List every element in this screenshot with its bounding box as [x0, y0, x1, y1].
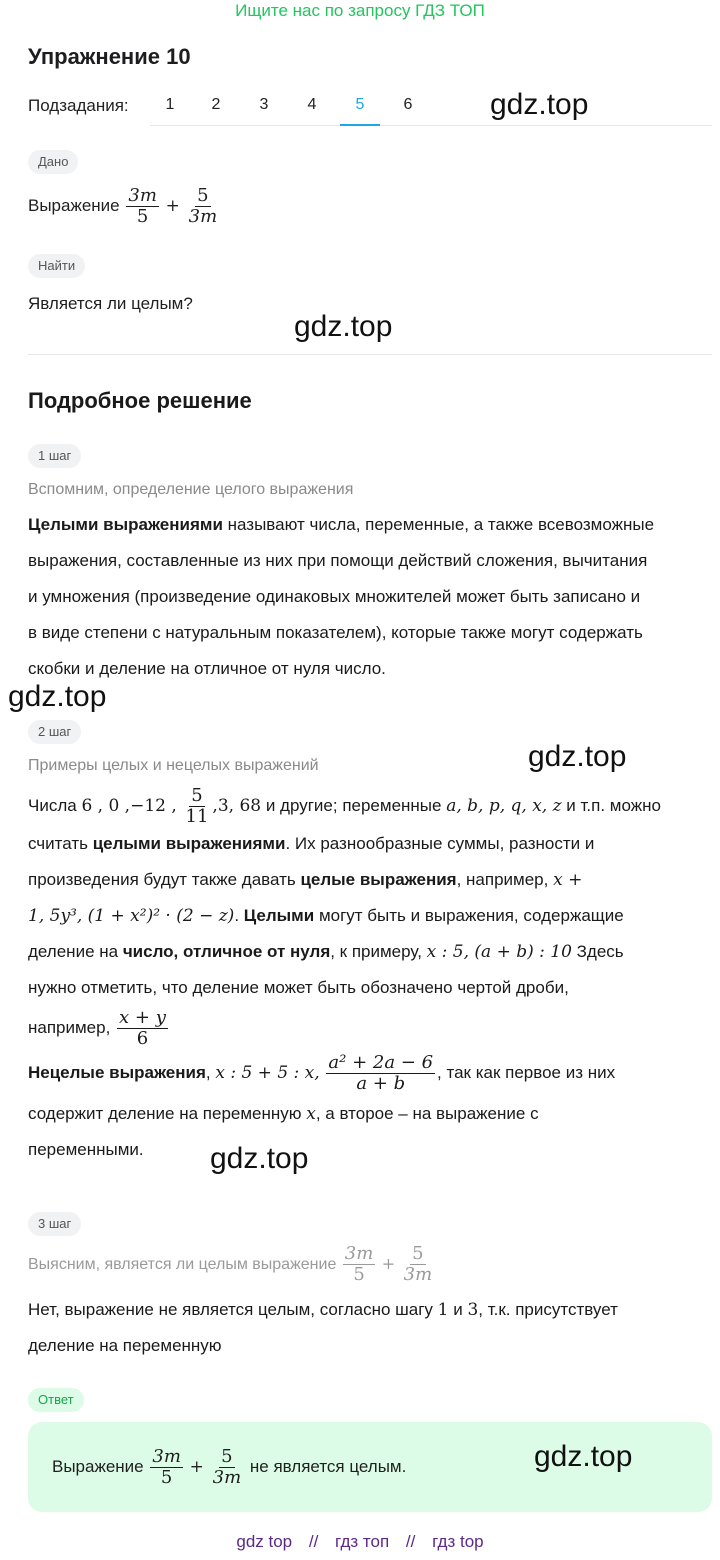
step2-caption: Примеры целых и нецелых выражений	[28, 757, 319, 774]
given-fraction-2: $\frac{5}{3m}$	[188, 185, 218, 228]
footer-links	[0, 1532, 720, 1552]
step3-body: Нет, выражение не является целым, согласно шагу 1 и 3, т.к. присутствует деление на переменную	[28, 1300, 618, 1355]
watermark: gdz.top	[8, 680, 107, 713]
footer-link-1[interactable]: gdz top	[236, 1532, 293, 1551]
step3-chip: 3 шаг	[28, 1212, 81, 1236]
subtask-tab-4[interactable]: 4	[307, 96, 317, 113]
step1-caption: Вспомним, определение целого выражения	[28, 481, 354, 498]
find-chip: Найти	[28, 254, 85, 278]
divider	[28, 354, 712, 355]
watermark: gdz.top	[210, 1142, 309, 1175]
footer-separator: //	[308, 1532, 319, 1551]
subtask-tab-3[interactable]: 3	[259, 96, 269, 113]
answer-chip: Ответ	[28, 1388, 84, 1412]
watermark: gdz.top	[294, 310, 393, 343]
given-fraction-1: $\frac{3m}{5}$	[128, 185, 157, 228]
watermark: gdz.top	[528, 740, 627, 773]
find-text: Является ли целым?	[28, 294, 193, 313]
subtasks-tabs	[150, 86, 712, 126]
footer-link-3[interactable]: гдз top	[432, 1532, 484, 1551]
given-chip: Дано	[28, 150, 78, 174]
given-expression	[28, 186, 221, 227]
given-plus: +	[165, 196, 180, 216]
exercise-card	[4, 24, 720, 1534]
subtask-tab-5[interactable]: 5	[340, 86, 380, 126]
subtask-tab-1[interactable]: 1	[165, 96, 175, 113]
watermark: gdz.top	[534, 1440, 633, 1473]
step2-chip: 2 шаг	[28, 720, 81, 744]
answer-text: Выражение $\frac{3m}{5}$ + $\frac{5}{3m}$ не является целым.	[52, 1446, 407, 1489]
page-title: Упражнение 10	[28, 44, 191, 69]
footer-link-2[interactable]: гдз топ	[335, 1532, 390, 1551]
top-banner: Ищите нас по запросу ГДЗ ТОП	[235, 1, 485, 20]
watermark: gdz.top	[490, 88, 589, 121]
answer-box	[28, 1422, 712, 1512]
step3-caption: Выясним, является ли целым выражение $\frac{3m}{5}$ + $\frac{5}{3m}$	[28, 1243, 433, 1286]
step1-definition: Целыми выражениями называют числа, переменные, а также всевозможные выражения, составленные из них при помощи действий сложения, вычитания и умножения (произведение одинаковых множителей может быть записано и в виде степени с натуральным показателем), которые также могут содержать скобки и деление на отличное от нуля число.	[28, 515, 655, 678]
footer-separator: //	[405, 1532, 416, 1551]
step2-body: Числа 6 , 0 ,−12 , $\frac{5}{11}$ ,3, 68 и другие; переменные a, b, p, q, x, z и т.п. можно считать целыми выражениями. Их разнообразные суммы, разности и произведения будут также давать целые выражения, например, x + 1, 5y³, (1 + x²)² · (2 − z). Целыми могут быть и выражения, содержащие деление на число, отличное от нуля, к примеру, x : 5, (a + b) : 10 Здесь нужно отметить, что деление может быть обозначено чертой дроби, например, $\frac{x + y}{6}$ Нецелые выражения, x : 5 + 5 : x, $\frac{\text{a² + 2a − 6}}{a + b}$ , так как первое из них содержит деление на переменную x, а второе – на выражение с переменными.	[28, 785, 661, 1159]
subtask-tab-2[interactable]: 2	[211, 96, 221, 113]
subtask-tab-6[interactable]: 6	[403, 96, 413, 113]
step1-chip: 1 шаг	[28, 444, 81, 468]
subtasks-label: Подзадания:	[28, 96, 129, 115]
given-prefix: Выражение	[28, 196, 120, 215]
solution-title: Подробное решение	[28, 388, 252, 413]
step1-bold: Целыми выражениями	[28, 515, 223, 534]
